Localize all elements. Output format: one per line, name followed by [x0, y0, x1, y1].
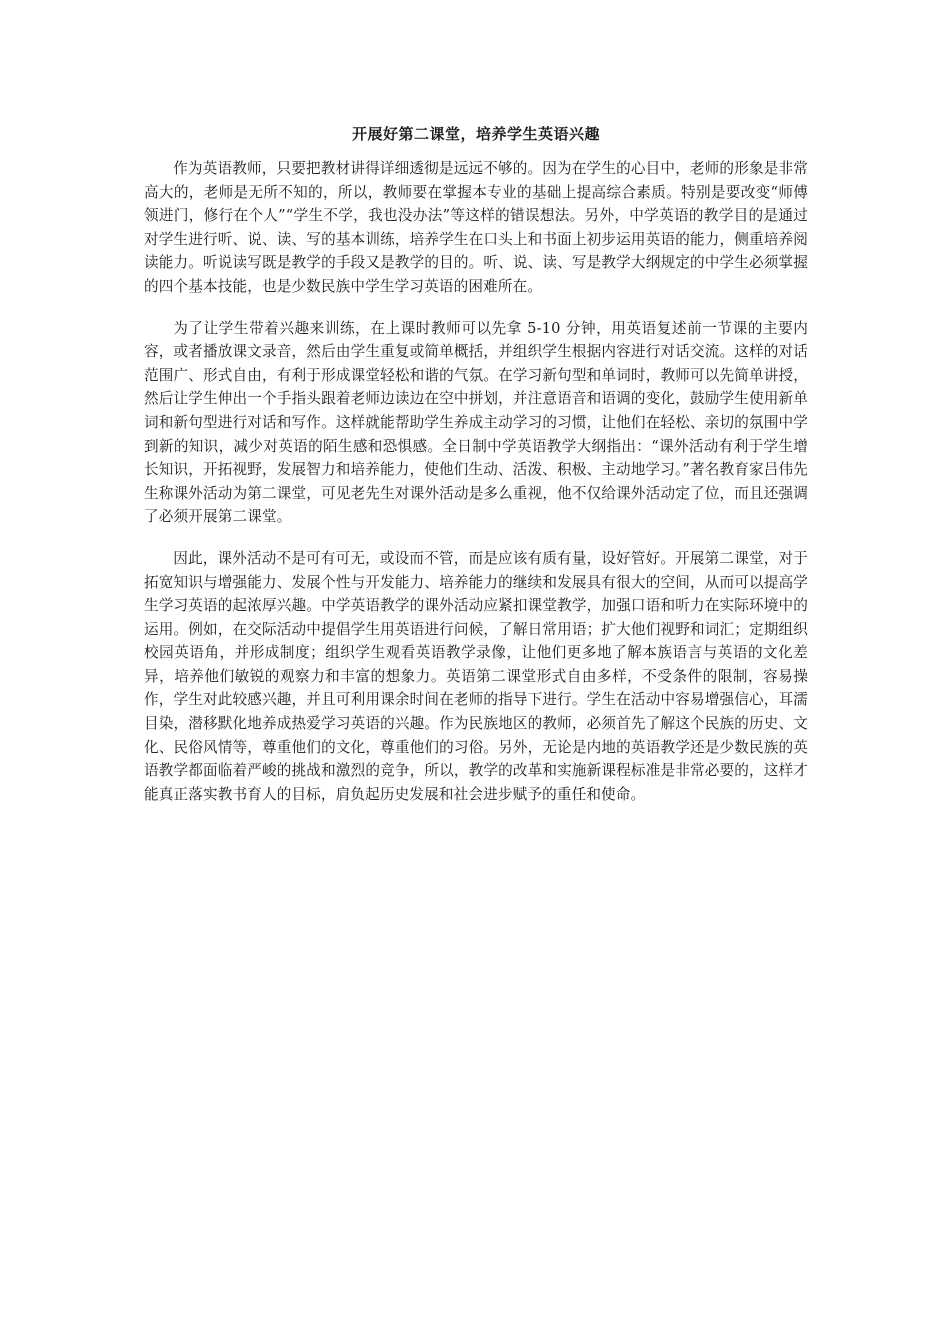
- paragraph-2: 为了让学生带着兴趣来训练，在上课时教师可以先拿 5-10 分钟，用英语复述前一节课的主要内容，或者播放课文录音，然后由学生重复或简单概括，并组织学生根据内容进行对话交流。这样的对话范围广、形式自由，有利于形成课堂轻松和谐的气氛。在学习新句型和单词时，教师可以先简单讲授，然后让学生伸出一个手指头跟着老师边读边在空中拼划，并注意语音和语调的变化，鼓励学生使用新单词和新句型进行对话和写作。这样就能帮助学生养成主动学习的习惯，让他们在轻松、亲切的氛围中学到新的知识，减少对英语的陌生感和恐惧感。全日制中学英语教学大纲指出：“课外活动有利于学生增长知识，开拓视野，发展智力和培养能力，使他们生动、活泼、积极、主动地学习。”著名教育家吕伟先生称课外活动为第二课堂，可见老先生对课外活动是多么重视，他不仅给课外活动定了位，而且还强调了必须开展第二课堂。: [144, 319, 808, 526]
- document-body: [144, 121, 808, 824]
- paragraph-3: 因此，课外活动不是可有可无，或设而不管，而是应该有质有量，设好管好。开展第二课堂，对于拓宽知识与增强能力、发展个性与开发能力、培养能力的继续和发展具有很大的空间，从而可以提高学生学习英语的起浓厚兴趣。中学英语教学的课外活动应紧扣课堂教学，加强口语和听力在实际环境中的运用。例如，在交际活动中提倡学生用英语进行问候，了解日常用语；扩大他们视野和词汇；定期组织校园英语角，并形成制度；组织学生观看英语教学录像，让他们更多地了解本族语言与英语的文化差异，培养他们敏锐的观察力和丰富的想象力。英语第二课堂形式自由多样，不受条件的限制，容易操作，学生对此较感兴趣，并且可利用课余时间在老师的指导下进行。学生在活动中容易增强信心，耳濡目染，潜移默化地养成热爱学习英语的兴趣。作为民族地区的教师，必须首先了解这个民族的历史、文化、民俗风情等，尊重他们的文化，尊重他们的习俗。另外，无论是内地的英语教学还是少数民族的英语教学都面临着严峻的挑战和激烈的竞争，所以，教学的改革和实施新课程标准是非常必要的，这样才能真正落实教书育人的目标，肩负起历史发展和社会进步赋予的重任和使命。: [144, 549, 808, 803]
- paragraph-1: 作为英语教师，只要把教材讲得详细透彻是远远不够的。因为在学生的心目中，老师的形象是非常高大的，老师是无所不知的，所以，教师要在掌握本专业的基础上提高综合素质。特别是要改变“师傅领进门，修行在个人”“学生不学，我也没办法”等这样的错误想法。另外，中学英语的教学目的是通过对学生进行听、说、读、写的基本训练，培养学生在口头上和书面上初步运用英语的能力，侧重培养阅读能力。听说读写既是教学的手段又是教学的目的。听、说、读、写是教学大纲规定的中学生必须掌握的四个基本技能，也是少数民族中学生学习英语的困难所在。: [144, 160, 808, 295]
- document-title: 开展好第二课堂，培养学生英语兴趣: [351, 125, 600, 143]
